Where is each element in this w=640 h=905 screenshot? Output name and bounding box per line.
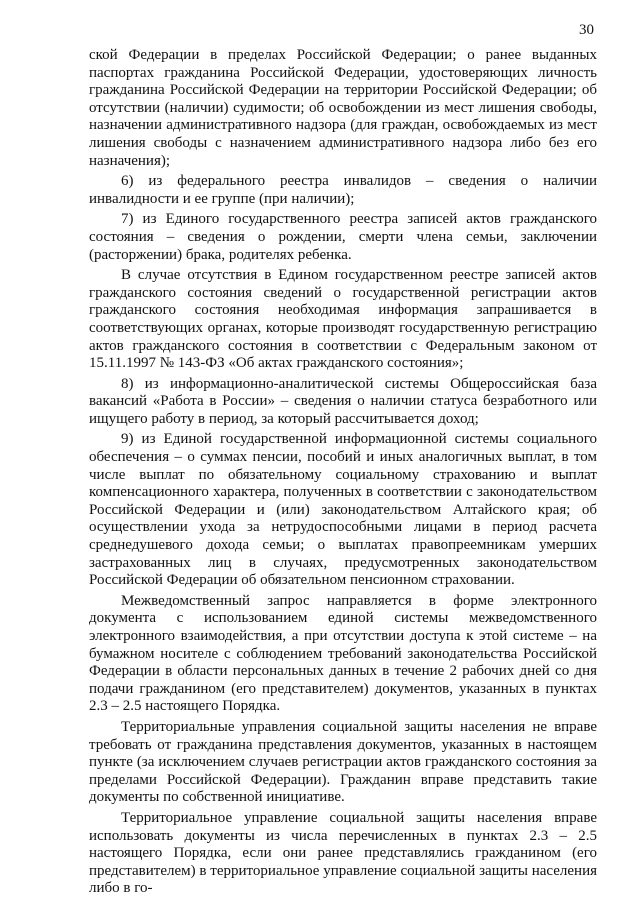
paragraph-item-7: 7) из Единого государственного реестра записей актов гражданского состояния – сведения о рождении, смерти члена семьи, заключении (расторжении) брака, родителях ребенка. [89,211,597,263]
page-number: 30 [579,22,594,38]
paragraph-reuse-documents: Территориальное управление социальной защиты населения вправе использовать документы из числа перечисленных в пунктах 2.3 – 2.5 настоящего Порядка, если они ранее представлялись гражданином (его представителем) в территориальное управление социальной защиты населения либо в го- [89,809,597,897]
paragraph-item-8: 8) из информационно-аналитической системы Общероссийская база вакансий «Работа в России» – сведения о наличии статуса безработного или ищущего работу в период, за который рассчитывается доход; [89,375,597,427]
paragraph-interagency-request: Межведомственный запрос направляется в форме электронного документа с использованием единой системы межведомственного электронного взаимодействия, а при отсутствии доступа к этой системе – на бумажном носителе с соблюдением требований законодательства Российской Федерации в области персональных данных в течение 2 рабочих дней со дня подачи гражданином (его представителем) документов, указанных в пунктах 2.3 – 2.5 настоящего Порядка. [89,592,597,715]
document-body [89,47,597,901]
paragraph-item-9: 9) из Единой государственной информационной системы социального обеспечения – о суммах пенсии, пособий и иных аналогичных выплат, в том числе выплат по обязательному социальному страхованию и выплат компенсационного характера, полученных в соответствии с законодательством Российской Федерации и (или) законодательством Алтайского края; об осуществлении ухода за нетрудоспособными лицами в период расчета среднедушевого дохода семьи; о выплатах правопреемникам умерших застрахованных лиц в случаях, предусмотренных законодательством Российской Федерации об обязательном пенсионном страховании. [89,431,597,589]
paragraph-item-6: 6) из федерального реестра инвалидов – сведения о наличии инвалидности и ее группе (при наличии); [89,173,597,207]
paragraph-civil-registry-note: В случае отсутствия в Едином государственном реестре записей актов гражданского состояния сведений о государственной регистрации актов гражданского состояния необходимая информация запрашивается в соответствующих органах, которые производят государственную регистрацию актов гражданского состояния в соответствии с Федеральным законом от 15.11.1997 № 143-ФЗ «Об актах гражданского состояния»; [89,267,597,372]
paragraph-continuation: ской Федерации в пределах Российской Федерации; о ранее выданных паспортах гражданина Российской Федерации, удостоверяющих личность гражданина Российской Федерации на территории Российской Федерации; об отсутствии (наличии) судимости; об освобождении из мест лишения свободы, назначении административного надзора (для граждан, освобождаемых из мест лишения свободы с назначением административного надзора либо без его назначения); [89,47,597,169]
paragraph-no-demand-rule: Территориальные управления социальной защиты населения не вправе требовать от гражданина представления документов, указанных в настоящем пункте (за исключением случаев регистрации актов гражданского состояния за пределами Российской Федерации). Гражданин вправе представить такие документы по собственной инициативе. [89,718,597,806]
